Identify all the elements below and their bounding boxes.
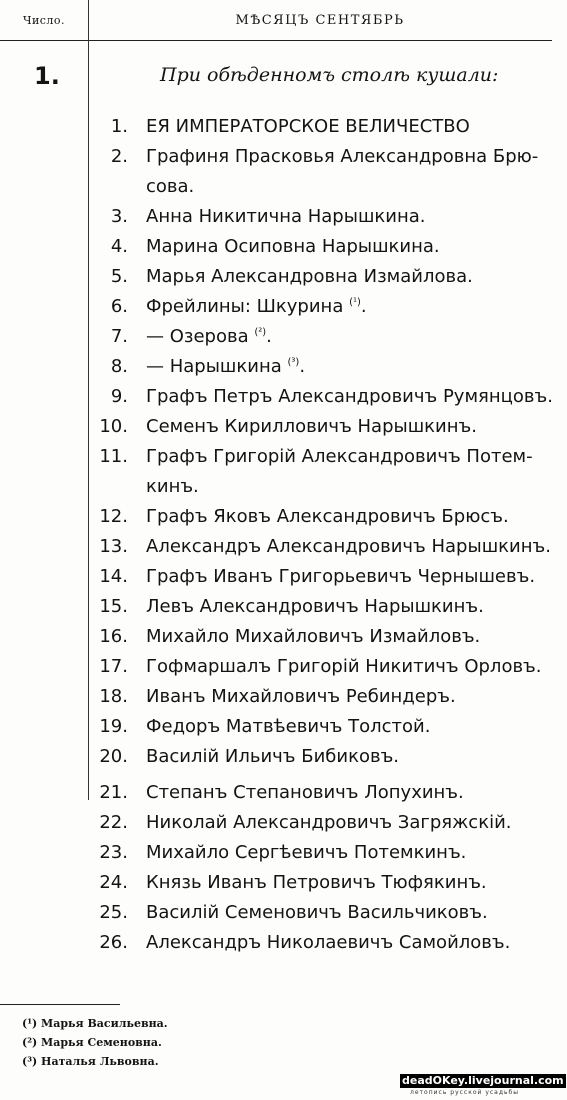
watermark-tagline: летопись русской усадьбы [410, 1089, 519, 1096]
entry-number: 18. [99, 686, 128, 707]
entry-name [146, 266, 473, 287]
entry-name [146, 416, 477, 437]
entry-name-text: Николай Александровичъ Загряжскій. [146, 812, 512, 833]
entry-name [146, 326, 272, 347]
entry-number: 23. [99, 842, 128, 863]
entry-number: 15. [99, 596, 128, 617]
footnote: (³) Наталья Львовна. [22, 1055, 159, 1068]
entry-number: 17. [99, 656, 128, 677]
entry-name-text: Гофмаршалъ Григорій Никитичъ Орловъ. [146, 656, 542, 677]
entry-name [146, 716, 430, 737]
entry-number: 3. [110, 206, 128, 227]
entry-name-text: — Озерова [146, 326, 249, 347]
entry-name-text: Михайло Сергѣевичъ Потемкинъ. [146, 842, 467, 863]
entry-name [146, 386, 553, 407]
entry-name-text: Графиня Прасковья Александровна Брю- [146, 146, 539, 167]
entry-name [146, 446, 533, 467]
entry-number: 14. [99, 566, 128, 587]
entry-number: 21. [99, 782, 128, 803]
footnote: (²) Марья Семеновна. [22, 1036, 162, 1049]
footnote-marker: (¹) [349, 297, 361, 308]
entry-name-text: Левъ Александровичъ Нарышкинъ. [146, 596, 484, 617]
entry-number: 12. [99, 506, 128, 527]
day-column-header: Число. [22, 13, 66, 27]
entry-number: 19. [99, 716, 128, 737]
entry-name [146, 782, 464, 803]
entry-number: 10. [99, 416, 128, 437]
footnote-marker: (³) [287, 357, 300, 368]
entry-name-text: — Нарышкина [146, 356, 282, 377]
entry-name-text: Степанъ Степановичъ Лопухинъ. [146, 782, 464, 803]
entry-continuation: сова. [146, 176, 195, 197]
entry-name-text: Василій Ильичъ Бибиковъ. [146, 746, 400, 767]
entry-punctuation: . [360, 296, 367, 317]
entry-name [146, 626, 480, 647]
entry-name-text: Марина Осиповна Нарышкина. [146, 236, 440, 257]
entry-number: 22. [99, 812, 128, 833]
entry-name [146, 812, 511, 833]
footnotes [22, 1014, 168, 1071]
entry-name-text: ЕЯ ИМПЕРАТОРСКОЕ ВЕЛИЧЕСТВО [146, 116, 470, 137]
entry-name [146, 236, 440, 257]
entry-name [146, 146, 538, 167]
entry-punctuation: . [266, 326, 272, 347]
entry-number: 16. [99, 626, 128, 647]
entry-number: 8. [110, 356, 128, 377]
entry-name-text: Графъ Петръ Александровичъ Румянцовъ. [146, 386, 553, 407]
entry-name [146, 686, 456, 707]
entry-name [146, 902, 488, 923]
entry-name-text: Графъ Григорій Александровичъ Потем- [146, 446, 533, 467]
footnote: (¹) Марья Васильевна. [22, 1017, 168, 1030]
header-rule [0, 40, 552, 41]
entry-number: 5. [110, 266, 128, 287]
entry-number: 1. [110, 116, 128, 137]
entry-name-text: Иванъ Михайловичъ Ребиндеръ. [146, 686, 456, 707]
entry-number: 13. [99, 536, 128, 557]
entry-name [146, 506, 509, 527]
entry-name-text: Князь Иванъ Петровичъ Тюфякинъ. [146, 872, 487, 893]
watermark [400, 1074, 564, 1096]
entry-name-text: Анна Никитична Нарышкина. [146, 206, 426, 227]
day-number: 1. [34, 62, 60, 90]
entry-number: 20. [99, 746, 128, 767]
entry-name-text: Фрейлины: Шкурина [146, 296, 344, 317]
entry-name-text: Графъ Иванъ Григорьевичъ Чернышевъ. [146, 566, 536, 587]
entry-continuation: кинъ. [146, 476, 199, 497]
entry-number: 11. [99, 446, 128, 467]
entry-number: 25. [99, 902, 128, 923]
entry-name [146, 566, 535, 587]
entry-name-text: Графъ Яковъ Александровичъ Брюсъ. [146, 506, 509, 527]
entry-name [146, 296, 367, 317]
entry-punctuation: . [299, 356, 306, 377]
entry-name-text: Михайло Михайловичъ Измайловъ. [146, 626, 481, 647]
entry-number: 26. [99, 932, 128, 953]
footnote-marker: (²) [254, 327, 267, 338]
entry-name-text: Семенъ Кирилловичъ Нарышкинъ. [146, 416, 477, 437]
entry-number: 7. [110, 326, 128, 347]
entry-name [146, 842, 466, 863]
entry-name [146, 356, 305, 377]
watermark-site: deadOKey.livejournal.com [402, 1074, 564, 1087]
entry-number: 4. [110, 236, 128, 257]
entry-number: 9. [110, 386, 128, 407]
section-heading: При обѣденномъ столѣ кушали: [160, 64, 499, 86]
entry-name [146, 656, 542, 677]
entry-name [146, 872, 487, 893]
entry-name-text: Федоръ Матвѣевичъ Толстой. [146, 716, 431, 737]
entry-number: 6. [110, 296, 128, 317]
month-column-header: МѢСЯЦЪ СЕНТЯБРЬ [235, 12, 405, 28]
entry-name-text: Александръ Николаевичъ Самойловъ. [146, 932, 511, 953]
column-divider [88, 0, 89, 800]
entry-name [146, 116, 470, 137]
entry-name-text: Марья Александровна Измайлова. [146, 266, 473, 287]
footnote-rule [0, 1004, 120, 1005]
entry-name-text: Александръ Александровичъ Нарышкинъ. [146, 536, 551, 557]
entry-name [146, 932, 510, 953]
entry-name [146, 206, 426, 227]
entry-number: 2. [110, 146, 128, 167]
entry-name [146, 536, 551, 557]
entry-name-text: Василій Семеновичъ Васильчиковъ. [146, 902, 488, 923]
entry-number: 24. [99, 872, 128, 893]
entry-name [146, 746, 399, 767]
entry-name [146, 596, 484, 617]
